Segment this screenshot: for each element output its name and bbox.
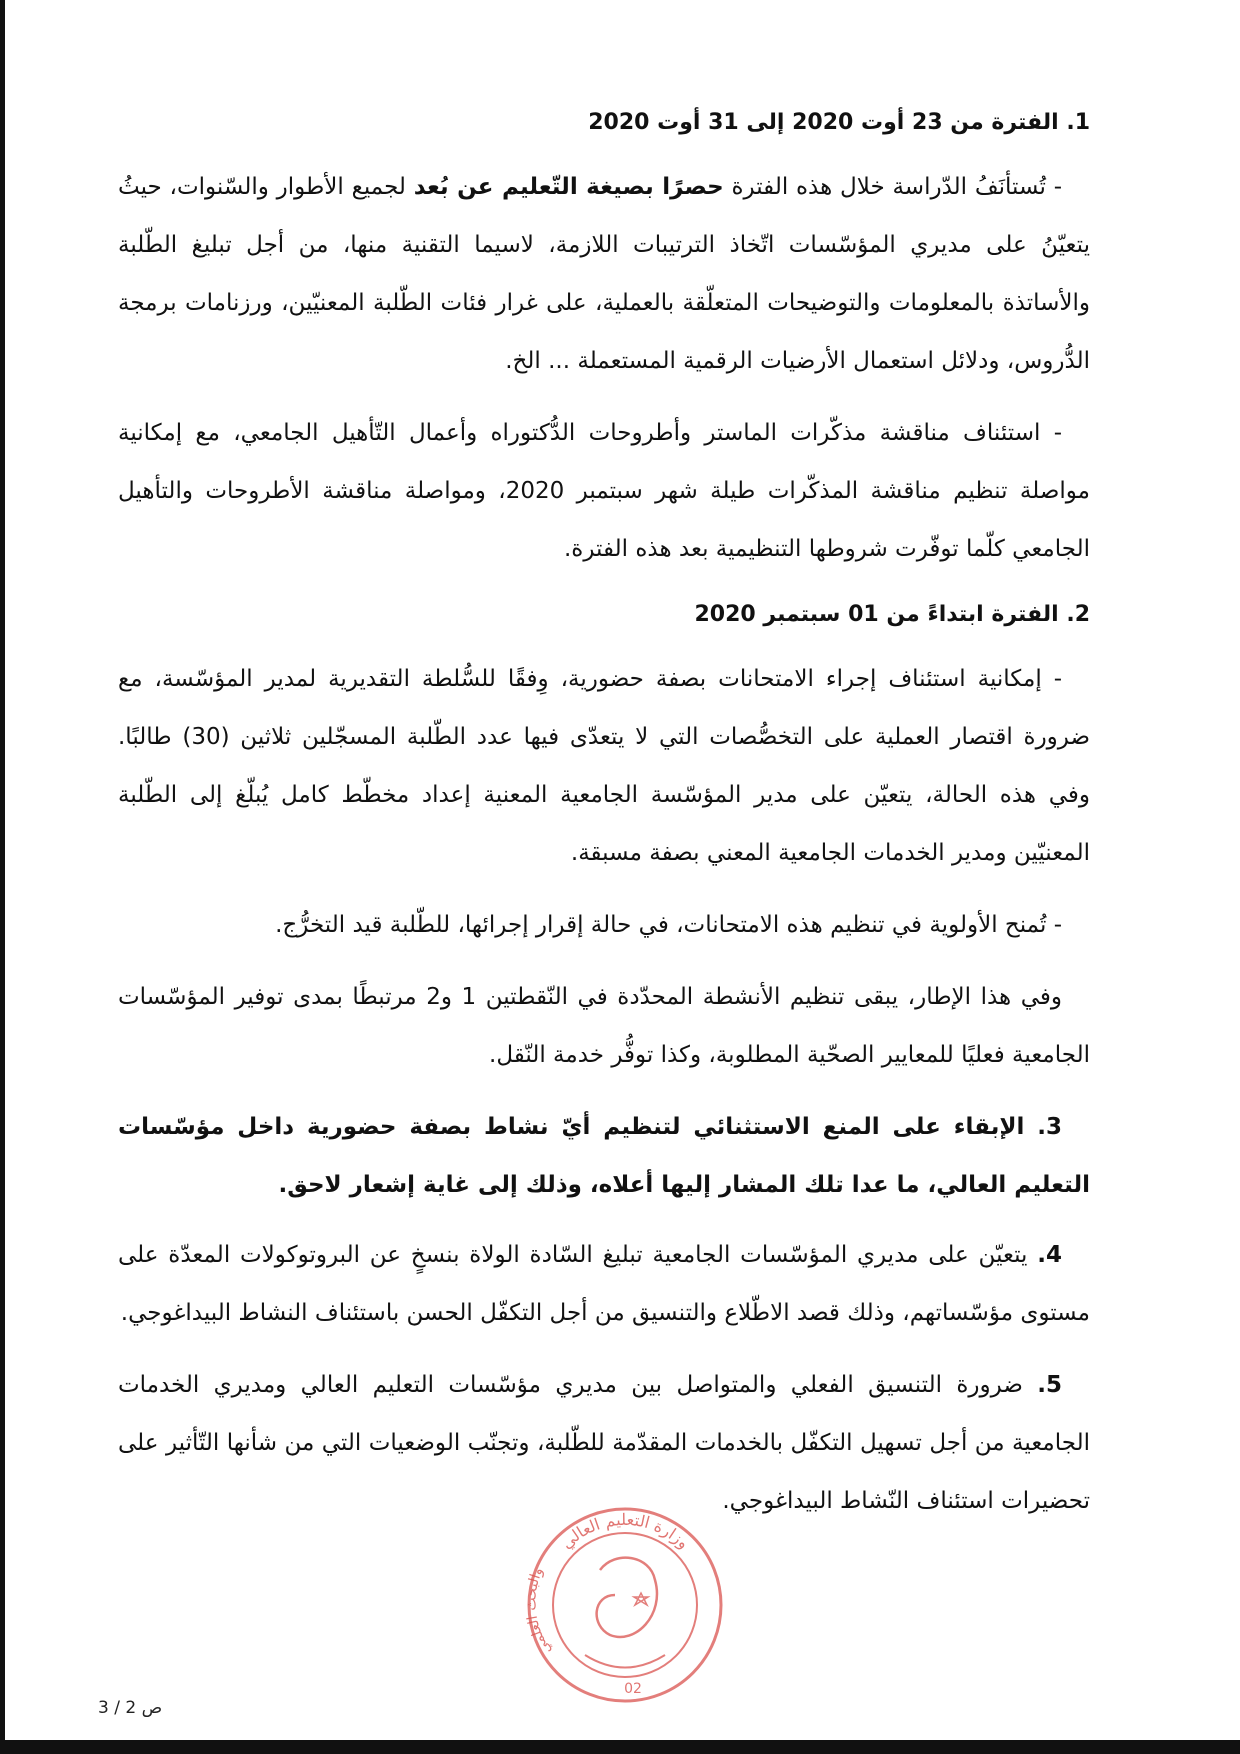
- section-1-paragraph-1: [118, 158, 1090, 390]
- section-5-text: ضرورة التنسيق الفعلي والمتواصل بين مديري مؤسّسات التعليم العالي ومديري الخدمات الجامعية من أجل تسهيل التكفّل بالخدمات المقدّمة للطّلبة، وتجنّب الوضعيات التي من شأنها التّأثير على تحضيرات استئناف النّشاط البيداغوجي.: [118, 1372, 1090, 1514]
- section-2-paragraph-2: - تُمنح الأولوية في تنظيم هذه الامتحانات، في حالة إقرار إجرائها، للطّلبة قيد التخرُّج.: [275, 912, 1062, 938]
- section-4-number: 4.: [1037, 1242, 1062, 1268]
- section-1-para-1-rest: لجميع الأطوار والسّنوات، حيثُ يتعيّنُ على مديري المؤسّسات اتّخاذ الترتيبات اللازمة، لاسيما التقنية منها، من أجل تبليغ الطّلبة والأساتذة بالمعلومات والتوضيحات المتعلّقة بالعملية، على غرار فئات الطّلبة المعنيّين، ورزنامات برمجة الدُّروس، ودلائل استعمال الأرضيات الرقمية المستعملة ... الخ.: [118, 174, 1090, 374]
- section-4-paragraph: [118, 1226, 1090, 1342]
- stamp-top-text: وزارة التعليم العالي: [557, 1509, 694, 1553]
- section-1-heading: 1. الفترة من 23 أوت 2020 إلى 31 أوت 2020: [588, 110, 1090, 135]
- section-1-para-1-intro: - تُستأنَفُ الدّراسة خلال هذه الفترة: [723, 174, 1062, 200]
- section-2-paragraph-1: - إمكانية استئناف إجراء الامتحانات بصفة حضورية، وِفقًا للسُّلطة التقديرية لمدير المؤسّسة، مع ضرورة اقتصار العملية على التخصُّصات التي لا يتعدّى فيها عدد الطّلبة المسجّلين ثلاثين (30) طالبًا. وفي هذه الحالة، يتعيّن على مدير المؤسّسة الجامعية المعنية إعداد مخطّط كامل يُبلّغ إلى الطّلبة المعنيّين ومدير الخدمات الجامعية المعني بصفة مسبقة.: [118, 666, 1090, 866]
- section-4-text: يتعيّن على مديري المؤسّسات الجامعية تبليغ السّادة الولاة بنسخٍ عن البروتوكولات المعدّة على مستوى مؤسّساتهم، وذلك قصد الاطّلاع والتنسيق من أجل التكفّل الحسن باستئناف النشاط البيداغوجي.: [118, 1242, 1090, 1326]
- star-icon: [634, 1593, 648, 1605]
- section-2-paragraph-3: وفي هذا الإطار، يبقى تنظيم الأنشطة المحدّدة في النّقطتين 1 و2 مرتبطًا بمدى توفير المؤسّسات الجامعية فعليًا للمعايير الصحّية المطلوبة، وكذا توفُّر خدمة النّقل.: [118, 984, 1090, 1068]
- document-body: [118, 100, 1090, 1544]
- section-5-paragraph: [118, 1356, 1090, 1530]
- stamp-side-text: والبحث العلمي: [523, 1565, 555, 1658]
- stamp-inner-ring: [553, 1533, 697, 1677]
- stamp-emblem: [597, 1558, 657, 1637]
- page-left-border: [0, 0, 5, 1754]
- page-bottom-border: [0, 1740, 1240, 1754]
- section-2-heading: 2. الفترة ابتداءً من 01 سبتمبر 2020: [694, 602, 1090, 627]
- page-number: ص 2 / 3: [98, 1698, 163, 1718]
- section-1-paragraph-2: - استئناف مناقشة مذكّرات الماستر وأطروحات الدُّكتوراه وأعمال التّأهيل الجامعي، مع إمكانية مواصلة تنظيم مناقشة المذكّرات طيلة شهر سبتمبر 2020، ومواصلة مناقشة الأطروحات والتأهيل الجامعي كلّما توفّرت شروطها التنظيمية بعد هذه الفترة.: [118, 420, 1090, 562]
- stamp-number: 02: [624, 1681, 642, 1697]
- section-1-para-1-bold: حصرًا بصيغة التّعليم عن بُعد: [413, 174, 724, 200]
- section-5-number: 5.: [1037, 1372, 1062, 1398]
- stamp-laurel: [585, 1655, 665, 1668]
- section-3-text: 3. الإبقاء على المنع الاستثنائي لتنظيم أيّ نشاط بصفة حضورية داخل مؤسّسات التعليم العالي، ما عدا تلك المشار إليها أعلاه، وذلك إلى غاية إشعار لاحق.: [118, 1114, 1090, 1198]
